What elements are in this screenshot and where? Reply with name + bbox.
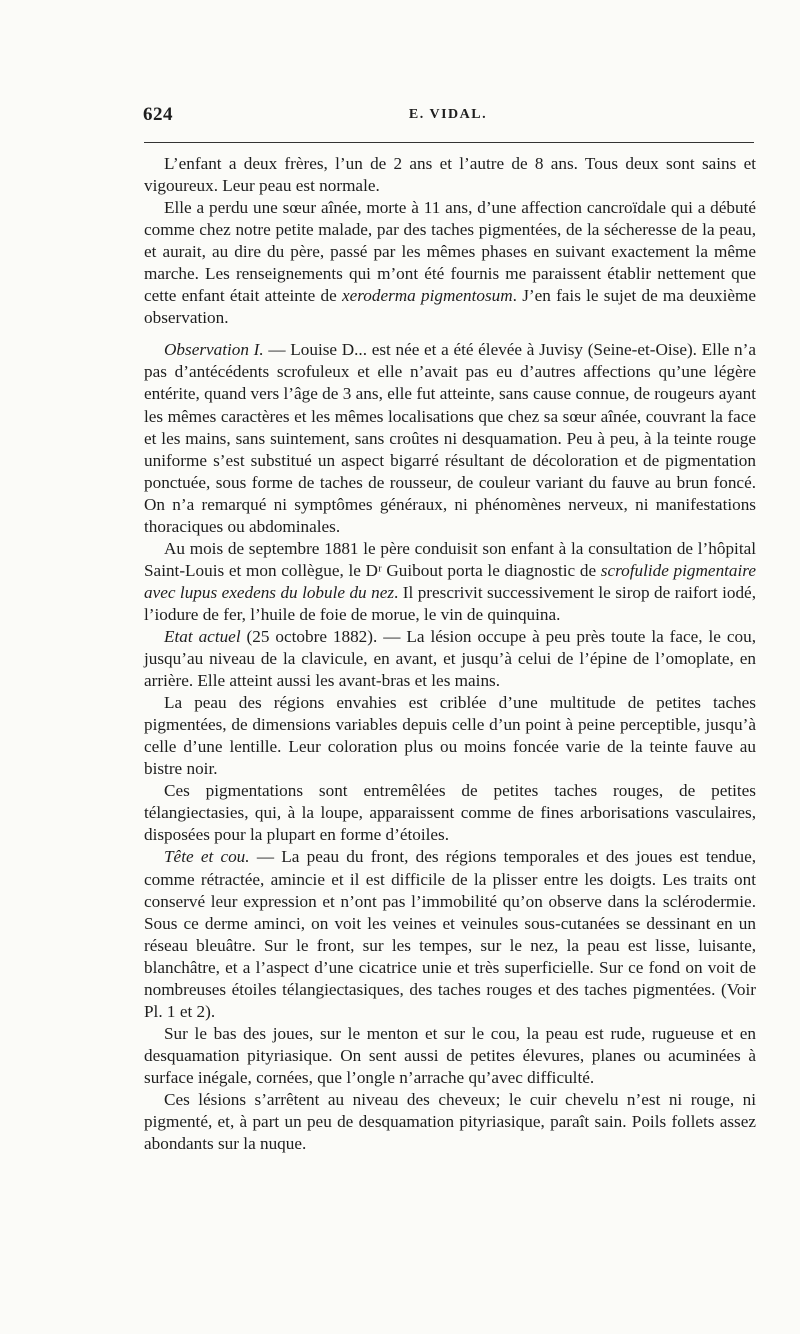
text-run: Au mois de septembre 1881 le père conduisit son enfant à la consultation de l’hôpital Saint-Louis et mon collègue, le Dʳ Guibout porta le diagnostic de: [144, 538, 756, 580]
text-run: Elle a perdu une sœur aînée, morte à 11 ans, d’une affection cancroïdale qui a débuté comme chez notre petite malade, par des taches pigmentées, de la sécheresse de la peau, et aurait, au dire du père, passé par les mêmes phases en suivant exactement la même marche. Les renseignements qui m’ont été fournis me paraissent établir nettement que cette enfant était atteinte de: [144, 198, 756, 306]
running-head: E. VIDAL.: [408, 107, 488, 122]
text-run: — Louise D... est née et a été élevée à Juvisy (Seine-et-Oise). Elle n’a pas d’antécédents scrofuleux et elle n’avait pas eu d’autres affections qu’une légère entérite, quand vers l’âge de 3 ans, elle fut atteinte, sans cause connue, de rougeurs ayant les mêmes caractères et les mêmes localisations que chez sa sœur aînée, couvrant la face et les mains, sans suintement, sans croûtes ni desquamation. Peu à peu, à la teinte rouge uniforme s’est substitué un aspect bigarré résultant de décoloration et de pigmentation ponctuée, sous forme de taches de rousseur, de couleur variant du fauve au brun foncé. On n’a remarqué ni symptômes généraux, ni phénomènes nerveux, ni manifestations thoraciques ou abdominales.: [144, 340, 756, 536]
paragraph: L’enfant a deux frères, l’un de 2 ans et l’autre de 8 ans. Tous deux sont sains et vigoureux. Leur peau est normale.: [144, 154, 756, 196]
paragraph: Sur le bas des joues, sur le menton et sur le cou, la peau est rude, rugueuse et en desquamation pityriasique. On sent aussi de petites élevures, planes ou acuminées à surface inégale, cornées, que l’ongle n’arrache qu’avec difficulté.: [144, 1023, 756, 1087]
page-body: [144, 153, 756, 1155]
section-heading: Etat actuel: [164, 626, 241, 646]
italic-term: xeroderma pigmentosum: [341, 286, 513, 306]
observation-heading: Observation I.: [164, 340, 264, 360]
section-heading: Tête et cou.: [164, 847, 250, 867]
paragraph: [144, 846, 756, 1022]
page-number: 624: [143, 104, 173, 125]
paragraph: La peau des régions envahies est criblée d’une multitude de petites taches pigmentées, de dimensions variables depuis celle d’un point à peine perceptible, jusqu’à celle d’une lentille. Leur coloration plus ou moins foncée varie de la teinte fauve au bistre noir.: [144, 693, 756, 779]
text-run: — La peau du front, des régions temporales et des joues est tendue, comme rétractée, amincie et il est difficile de la plisser entre les doigts. Les traits ont conservé leur expression et n’ont pas l’immobilité qu’on observe dans la sclérodermie. Sous ce derme aminci, on voit les veines et veinules sous-cutanées se dessinant en un réseau bleuâtre. Sur le front, sur les tempes, sur le nez, la peau est lisse, luisante, blanchâtre, et a l’aspect d’une cicatrice unie et très superficielle. Sur ce fond on voit de nombreuses étoiles télangiectasiques, des taches rouges et des taches pigmentées. (Voir Pl. 1 et 2).: [144, 847, 756, 1021]
page-header: [143, 104, 753, 128]
italic-term: scrofulide pigmentaire avec lupus exedens du lobule du nez: [144, 560, 756, 602]
text-run: (25 octobre 1882). — La lésion occupe à peu près toute la face, le cou, jusqu’au niveau de la clavicule, en avant, et jusqu’à celui de l’épine de l’omoplate, en arrière. Elle atteint aussi les avant-bras et les mains.: [144, 626, 757, 691]
paragraph: [144, 538, 756, 626]
paragraph: [144, 339, 756, 537]
paragraph: Ces lésions s’arrêtent au niveau des cheveux; le cuir chevelu n’est ni rouge, ni pigmenté, et, à part un peu de desquamation pityriasique, paraît sain. Poils follets assez abondants sur la nuque.: [144, 1089, 756, 1154]
text-run: . J’en fais le sujet de ma deuxième observation.: [144, 286, 756, 328]
paragraph: [144, 626, 756, 692]
header-rule: [144, 142, 754, 143]
paragraph: [144, 197, 756, 329]
paragraph: Ces pigmentations sont entremêlées de petites taches rouges, de petites télangiectasies, qui, à la loupe, apparaissent comme de fines arborisations vasculaires, disposées pour la plupart en forme d’étoiles.: [144, 781, 756, 845]
text-run: . Il prescrivit successivement le sirop de raifort iodé, l’iodure de fer, l’huile de foie de morue, le vin de quinquina.: [144, 582, 756, 624]
